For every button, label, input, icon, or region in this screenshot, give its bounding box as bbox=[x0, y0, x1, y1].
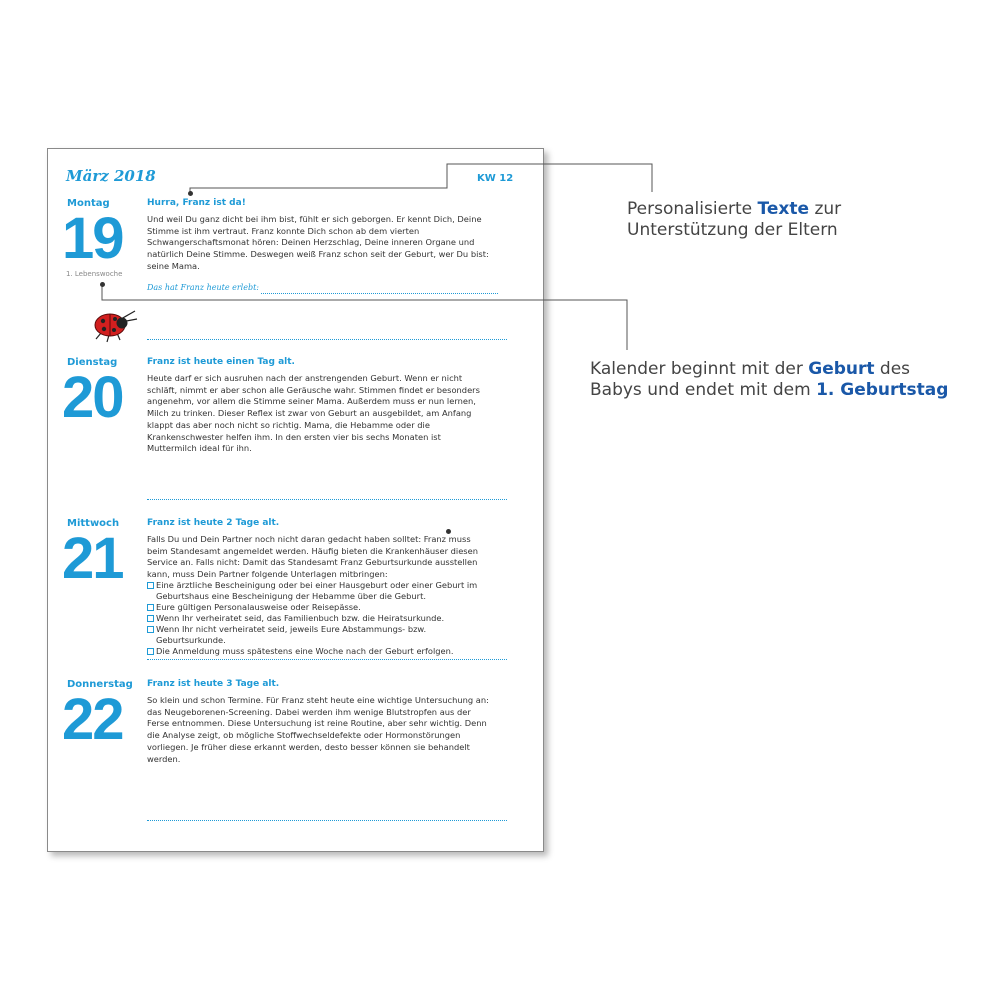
day-text: Und weil Du ganz dicht bei ihm bist, fühlt er sich geborgen. Er kennt Dich, Deine Stimme ist ihm vertraut. Franz konnte Dich schon ab dem vierten Schwangerschaftsmonat hören: Deinen Herzschlag, Deine inneren Organe und natürlich Deine Stimme. Deswegen weiß Franz schon seit der Geburt, wer Du bist: seine Mama. bbox=[147, 214, 489, 271]
day-title: Franz ist heute 3 Tage alt. bbox=[147, 679, 280, 689]
callout-highlight: Texte bbox=[757, 199, 810, 219]
callout-text: zur bbox=[809, 199, 842, 219]
day-number: 21 bbox=[62, 526, 123, 591]
weekday: Montag bbox=[67, 198, 110, 209]
weekday: Donnerstag bbox=[67, 679, 133, 690]
day-number: 19 bbox=[62, 206, 123, 271]
weekday: Dienstag bbox=[67, 357, 118, 368]
checklist-item: Eine ärztliche Bescheinigung oder bei einer Hausgeburt oder einer Geburt im Geburtshaus eine Bescheinigung der Hebamme über die Geburt. bbox=[147, 580, 492, 602]
day-number: 22 bbox=[62, 687, 123, 752]
week-number: KW 12 bbox=[477, 173, 514, 184]
day-number: 20 bbox=[62, 365, 123, 430]
pointer-dot bbox=[100, 282, 105, 287]
month-title: März 2018 bbox=[66, 167, 156, 185]
pointer-dot bbox=[446, 529, 451, 534]
callout-text: Personalisierte bbox=[627, 199, 758, 219]
day-text: Falls Du und Dein Partner noch nicht daran gedacht haben solltet: Franz muss beim Standesamt angemeldet werden. Häufig bieten die Krankenhäuser diesen Service an. Falls nicht: Damit das Standesamt Franz Geburtsurkunde ausstellen kann, muss Dein Partner folgende Unterlagen mitbringen: bbox=[147, 534, 478, 580]
checklist-item: Wenn Ihr verheiratet seid, das Familienbuch bzw. die Heiratsurkunde. bbox=[147, 613, 492, 624]
callout-highlight: 1. Geburtstag bbox=[816, 380, 949, 400]
weekday: Mittwoch bbox=[67, 518, 120, 529]
callout-birth bbox=[590, 359, 948, 401]
checklist-item: Eure gültigen Personalausweise oder Reisepässe. bbox=[147, 602, 492, 613]
day-text: So klein und schon Termine. Für Franz steht heute eine wichtige Untersuchung an: das Neugeborenen-Screening. Dabei werden ihm wenige Blutstropfen aus der Ferse entnommen. Diese Untersuchung ist reine Routine, aber sehr wichtig. Denn die Analyse zeigt, ob mögliche Stoffwechseldefekte oder Hormonstörungen vorliegen. Je früher diese erkannt werden, desto besser können sie behandelt werden. bbox=[147, 695, 489, 764]
day-title: Hurra, Franz ist da! bbox=[147, 198, 246, 208]
callout-text: Unterstützung der Eltern bbox=[627, 220, 838, 240]
callout-text: des bbox=[874, 359, 911, 379]
callout-texts bbox=[627, 199, 841, 241]
callout-text: Babys und endet mit dem bbox=[590, 380, 817, 400]
callout-text: Kalender beginnt mit der bbox=[590, 359, 809, 379]
day-text: Heute darf er sich ausruhen nach der anstrengenden Geburt. Wenn er nicht schläft, nimmt er aber schon alle Geräusche wahr. Stimmen findet er besonders angenehm, vor allem die Stimme seiner Mama. Außerdem muss er nun lernen, Milch zu trinken. Dieser Reflex ist zwar von Geburt an ausgebildet, am Anfang klappt das aber noch nicht so richtig. Mama, die Hebamme oder die Krankenschwester helfen ihm. In den ersten vier bis sechs Monaten ist Muttermilch ideal für ihn. bbox=[147, 373, 480, 454]
note-label: Das hat Franz heute erlebt: bbox=[147, 283, 259, 292]
day-title: Franz ist heute 2 Tage alt. bbox=[147, 518, 280, 528]
week-label: 1. Lebenswoche bbox=[66, 270, 123, 278]
day-title: Franz ist heute einen Tag alt. bbox=[147, 357, 295, 367]
pointer-dot bbox=[188, 191, 193, 196]
callout-highlight: Geburt bbox=[808, 359, 875, 379]
checklist-item: Die Anmeldung muss spätestens eine Woche nach der Geburt erfolgen. bbox=[147, 646, 492, 657]
checklist-item: Wenn Ihr nicht verheiratet seid, jeweils Eure Abstammungs- bzw. Geburtsurkunde. bbox=[147, 624, 492, 646]
